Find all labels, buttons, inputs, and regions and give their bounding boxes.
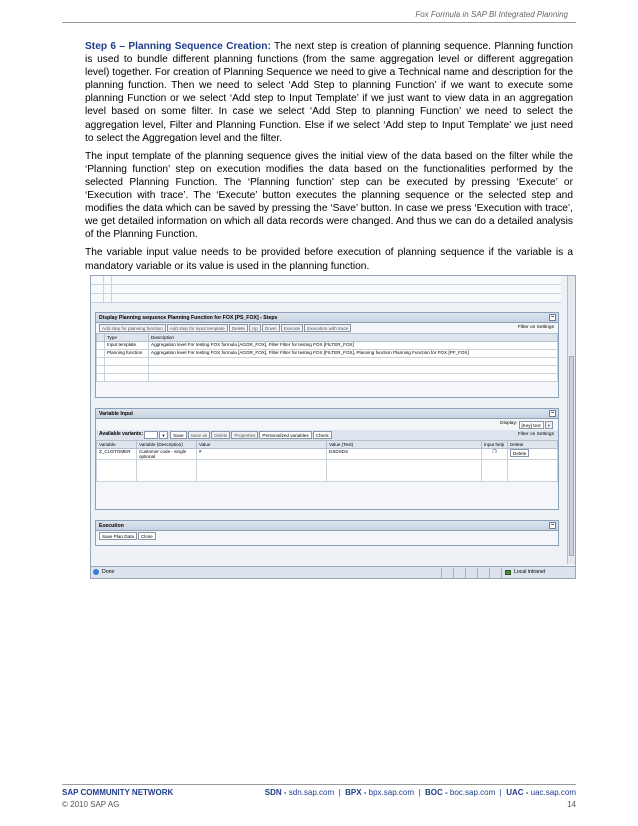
minimize-icon[interactable]: – — [550, 410, 555, 416]
steps-panel-title-text: Display Planning sequence Planning Function for FOX [PS_FOX] - Steps — [99, 315, 278, 321]
display-selector — [500, 421, 554, 429]
add-step-template-button[interactable]: Add step for input template — [167, 324, 228, 332]
table-row[interactable] — [97, 342, 558, 350]
value-input[interactable]: # — [197, 449, 327, 460]
execution-panel-title — [96, 521, 558, 531]
row-selector[interactable] — [97, 342, 105, 350]
col-type: Type — [105, 334, 149, 342]
table-row[interactable] — [97, 350, 558, 358]
uac-label: UAC - — [506, 788, 529, 797]
col-variable: Variable — [97, 441, 137, 449]
col-delete: Delete — [508, 441, 558, 449]
cell-type: Planning function — [105, 350, 149, 358]
personalized-variables-button[interactable]: Personalized variables — [259, 431, 311, 439]
paragraph-step6 — [85, 40, 573, 145]
paragraph-input-template: The input template of the planning sequence gives the initial view of the data based on the filter while the ‘Planning function’ step on execution modifies the data based on the functionalities performed by the selected Planning Function. The ‘Planning function’ step can be executed by pressing ‘Execute’ or ‘Execution with trace’. The ‘Execute’ button executes the planning sequence or the selected step and modifies the data which can be saved by pressing the ‘Save’ button. In case we press ‘Execution with trace’, we get detailed information on which all data records were changed. And thus we can do a detailed analysis of the Planning Function. — [85, 150, 573, 241]
footer-links: SDN - sdn.sap.com | BPX - bpx.sap.com | BOC - boc.sap.com | UAC - uac.sap.com — [264, 788, 576, 797]
execution-with-trace-button[interactable]: Execution with trace — [304, 324, 351, 332]
steps-panel-title — [96, 313, 558, 323]
select-col — [97, 334, 105, 342]
col-value-text: Value (Text) — [327, 441, 482, 449]
execution-panel — [95, 520, 559, 546]
cell-variable-description: Customer code - single optional — [137, 449, 197, 460]
row-selector[interactable] — [97, 350, 105, 358]
up-button[interactable]: Up — [249, 324, 261, 332]
variants-select[interactable] — [144, 431, 158, 439]
input-help-icon[interactable]: ❐ — [482, 449, 508, 460]
save-plan-data-button[interactable]: Save Plan Data — [99, 532, 137, 540]
footer-rule — [62, 784, 576, 785]
col-value: Value — [197, 441, 327, 449]
paragraph-variable-input: The variable input value needs to be provided before execution of planning sequence if the variable is a mandatory variable or its value is used in the planning function. — [85, 247, 573, 272]
save-variant-button[interactable]: Save — [170, 431, 186, 439]
variants-toolbar — [96, 430, 558, 440]
footer-network: SAP COMMUNITY NETWORK — [62, 788, 174, 797]
vertical-scrollbar[interactable] — [567, 276, 575, 564]
header-rule — [62, 22, 576, 23]
chevron-down-icon[interactable]: ▾ — [159, 431, 167, 439]
cell-description: Aggregation level For testing FOX formula [AGGR_FOX], Filter Filter for testing FOX [FILTER_FOX] — [149, 342, 558, 350]
boc-label: BOC - — [424, 788, 448, 797]
down-button[interactable]: Down — [262, 324, 280, 332]
steps-table — [96, 333, 558, 382]
display-label: Display: — [500, 421, 518, 426]
ie-page-icon — [93, 569, 99, 575]
available-variants-label: Available variants: — [99, 431, 144, 437]
save-as-button[interactable]: Save as — [188, 431, 211, 439]
boc-link[interactable]: boc.sap.com — [447, 788, 496, 797]
bpx-label: BPX - — [345, 788, 367, 797]
cell-type: Input template — [105, 342, 149, 350]
variables-filter-settings[interactable]: Filter on Settings — [518, 432, 554, 437]
col-description: Description — [149, 334, 558, 342]
variable-panel-title — [96, 409, 558, 419]
display-dropdown[interactable]: [Key] text — [519, 421, 544, 429]
running-header: Fox Formula in SAP BI Integrated Planning — [415, 10, 568, 19]
check-button[interactable]: Check — [313, 431, 332, 439]
step-heading: Step 6 – Planning Sequence Creation: — [85, 41, 271, 52]
minimize-icon[interactable]: – — [550, 314, 555, 320]
status-text: Done — [102, 569, 115, 575]
steps-panel — [95, 312, 559, 398]
footer-copyright: © 2010 SAP AG — [62, 800, 120, 809]
cell-value-text: DSDSDS — [327, 449, 482, 460]
document-body — [85, 40, 573, 278]
execution-toolbar — [96, 531, 558, 541]
col-variable-description: Variable (Description) — [137, 441, 197, 449]
execution-panel-title-text: Execution — [99, 523, 124, 529]
variable-panel — [95, 408, 559, 510]
sdn-label: SDN - — [264, 788, 287, 797]
display-bar — [96, 419, 558, 430]
variable-panel-title-text: Variable Input — [99, 411, 134, 417]
bpx-link[interactable]: bpx.sap.com — [366, 788, 415, 797]
cell-variable: Z_CUSTOMER — [97, 449, 137, 460]
col-input-help: Input help — [482, 441, 508, 449]
close-button[interactable]: Close — [138, 532, 156, 540]
sap-screenshot — [90, 275, 576, 579]
cell-description: Aggregation level For testing FOX formula [AGGR_FOX], Filter Filter for testing FOX [FILTER_FOX], Planning function Planning Function for FOX [PF_FOX] — [149, 350, 558, 358]
sdn-link[interactable]: sdn.sap.com — [286, 788, 335, 797]
zone-text: Local intranet — [514, 569, 546, 575]
minimize-icon[interactable]: – — [550, 522, 555, 528]
intranet-icon — [505, 570, 511, 575]
steps-filter-settings[interactable]: Filter on Settings — [518, 325, 554, 330]
grid-row — [91, 285, 561, 294]
table-row — [97, 449, 558, 460]
grid-row — [91, 294, 561, 303]
execute-button[interactable]: Execute — [281, 324, 304, 332]
add-step-function-button[interactable]: Add step for planning function — [99, 324, 166, 332]
page-number: 14 — [567, 800, 576, 809]
scroll-thumb[interactable] — [569, 356, 574, 556]
uac-link[interactable]: uac.sap.com — [528, 788, 576, 797]
delete-step-button[interactable]: Delete — [229, 324, 248, 332]
delete-variant-button[interactable]: Delete — [211, 431, 230, 439]
properties-button[interactable]: Properties — [231, 431, 258, 439]
chevron-down-icon[interactable]: ▾ — [545, 421, 553, 429]
grid-row — [91, 276, 561, 285]
steps-toolbar — [96, 323, 558, 333]
delete-row-button[interactable]: Delete — [510, 449, 529, 457]
status-bar — [91, 566, 575, 578]
step6-text: The next step is creation of planning sequence. Planning function is used to bundle different planning functions (from the same aggregation level or different aggregation level) together. For creation of Planning Sequence we need to give a Technical name and description for the planning function. Then we need to select ‘Add Step to planning Function’ if we want to execute some planning Function or we select ‘Add step to Input Template’ if we just want to view data in an aggregation level based on some filter. In case we select ‘Add Step to planning Function’ we need to select the aggregation level, Filter and Planning Function. Else if we select ‘Add step to Input Template’ we just need to select the Aggregation level and the filter. — [85, 41, 573, 144]
variables-table — [96, 440, 558, 482]
